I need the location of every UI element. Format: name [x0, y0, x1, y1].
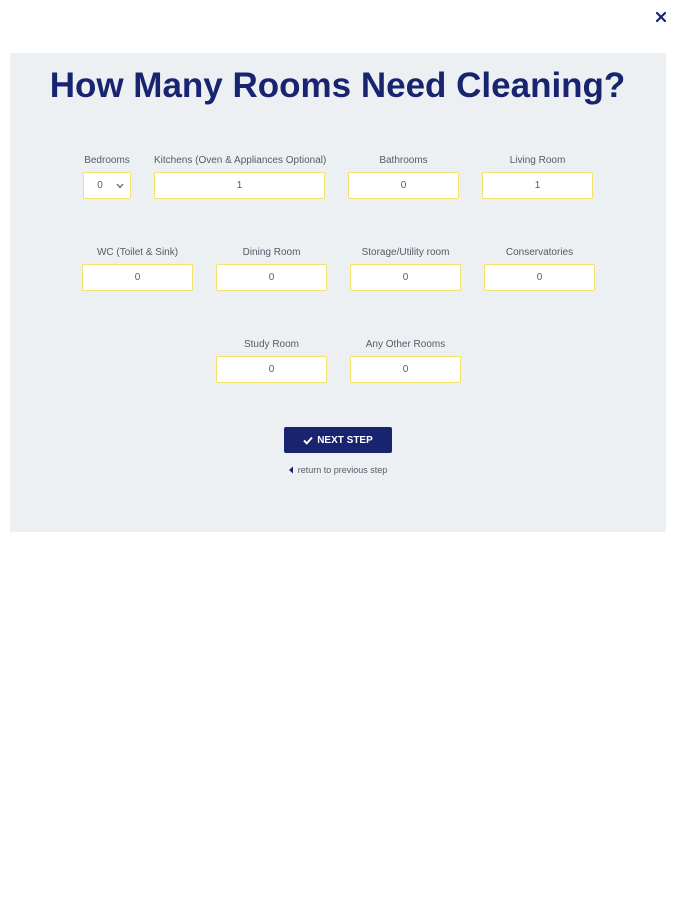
previous-step-label: return to previous step — [297, 465, 388, 475]
living-room-field — [482, 155, 593, 205]
chevron-down-icon — [116, 183, 124, 189]
conservatories-label: Conservatories — [505, 247, 574, 258]
bedrooms-field — [83, 155, 131, 205]
previous-step-link[interactable] — [0, 465, 675, 475]
other-rooms-input[interactable]: 0 — [350, 356, 461, 383]
dining-room-label: Dining Room — [242, 247, 301, 258]
bathrooms-input[interactable]: 0 — [348, 172, 459, 199]
study-room-field — [216, 339, 327, 389]
other-rooms-field — [350, 339, 461, 389]
bedrooms-select[interactable] — [83, 172, 131, 199]
wc-label: WC (Toilet & Sink) — [96, 247, 179, 258]
living-room-input[interactable]: 1 — [482, 172, 593, 199]
study-room-label: Study Room — [243, 339, 300, 350]
kitchens-input[interactable]: 1 — [154, 172, 325, 199]
close-icon — [656, 12, 666, 22]
bathrooms-label: Bathrooms — [379, 155, 428, 166]
bedrooms-label: Bedrooms — [84, 155, 130, 166]
close-button[interactable] — [651, 7, 671, 27]
other-rooms-label: Any Other Rooms — [365, 339, 446, 350]
page-title: How Many Rooms Need Cleaning? — [49, 66, 626, 105]
study-room-input[interactable]: 0 — [216, 356, 327, 383]
next-step-button[interactable] — [284, 427, 392, 453]
kitchens-field — [154, 155, 325, 205]
checkmark-icon — [303, 436, 313, 445]
storage-label: Storage/Utility room — [361, 247, 450, 258]
next-step-label: NEXT STEP — [317, 434, 373, 446]
wc-input[interactable]: 0 — [82, 264, 193, 291]
kitchens-label: Kitchens (Oven & Appliances Optional) — [154, 155, 327, 166]
conservatories-input[interactable]: 0 — [484, 264, 595, 291]
wc-field — [82, 247, 193, 297]
chevron-left-icon — [288, 466, 294, 474]
living-room-label: Living Room — [509, 155, 566, 166]
storage-field — [350, 247, 461, 297]
dining-room-field — [216, 247, 327, 297]
dining-room-input[interactable]: 0 — [216, 264, 327, 291]
conservatories-field — [484, 247, 595, 297]
bedrooms-value: 0 — [97, 180, 103, 191]
bathrooms-field — [348, 155, 459, 205]
storage-input[interactable]: 0 — [350, 264, 461, 291]
